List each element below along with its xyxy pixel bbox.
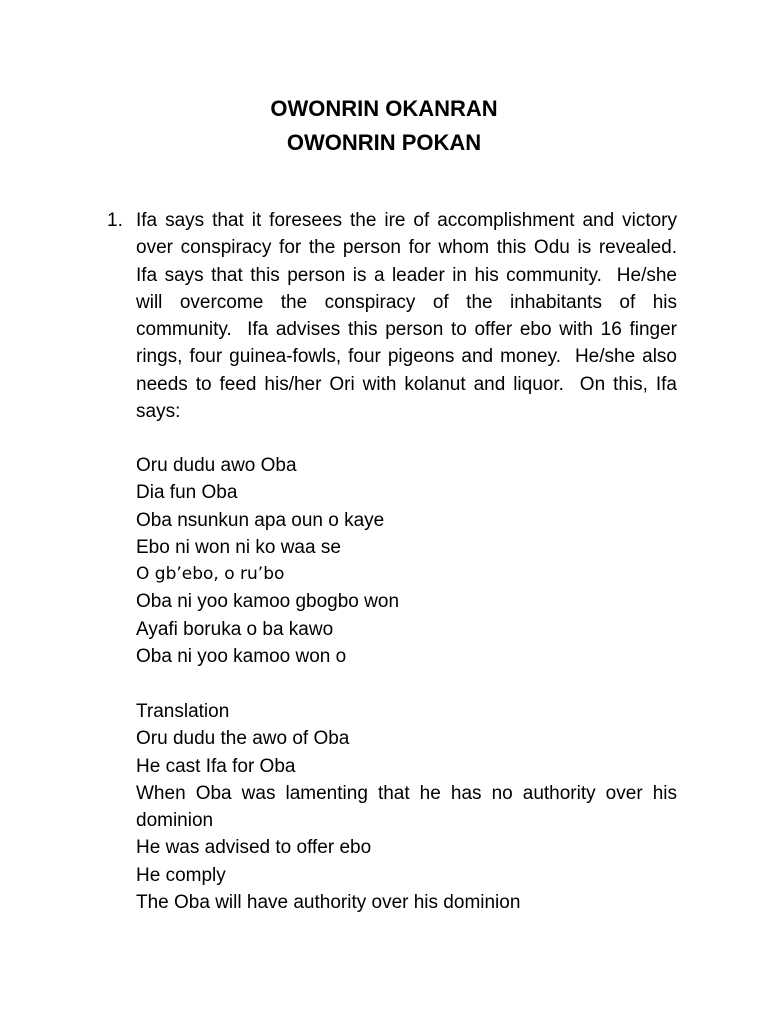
translation-line: The Oba will have authority over his dominion bbox=[136, 892, 521, 914]
list-item-number: 1. bbox=[107, 210, 123, 231]
verse-list bbox=[136, 452, 677, 670]
document-title: OWONRIN OKANRAN bbox=[270, 96, 498, 121]
verse-line: Ebo ni won ni ko waa se bbox=[136, 536, 341, 558]
translation-line: He was advised to offer ebo bbox=[136, 837, 372, 859]
verse-line: Oba nsunkun apa oun o kaye bbox=[136, 509, 385, 531]
translation-line: Oru dudu the awo of Oba bbox=[136, 728, 350, 750]
translation-heading: Translation bbox=[136, 701, 230, 722]
verse-line: O gb’ebo, o ru’bo bbox=[136, 564, 285, 585]
document-subtitle: OWONRIN POKAN bbox=[286, 130, 482, 155]
verse-line: Dia fun Oba bbox=[136, 482, 238, 504]
item-paragraph: Ifa says that it foresees the ire of accomplishment and victory over conspiracy for the person for whom this Odu is revealed. Ifa says that this person is a leader in his community. He/she will overcome the conspiracy of the inhabitants of his community. Ifa advises this person to offer ebo with 16 finger rings, four guinea-fowls, four pigeons and money. He/she also needs to feed his/her Ori with kolanut and liquor. On this, Ifa says: bbox=[136, 210, 688, 423]
verse-line: Oba ni yoo kamoo won o bbox=[136, 646, 347, 668]
translation-line: When Oba was lamenting that he has no authority over his dominion bbox=[136, 782, 677, 832]
verse-line: Ayafi boruka o ba kawo bbox=[136, 618, 334, 640]
translation-line: He cast Ifa for Oba bbox=[136, 755, 296, 777]
translation-section bbox=[136, 698, 677, 916]
translation-line: He comply bbox=[136, 864, 226, 886]
verse-line: Oba ni yoo kamoo gbogbo won bbox=[136, 591, 400, 613]
verse-line: Oru dudu awo Oba bbox=[136, 455, 297, 476]
translation-list bbox=[136, 725, 677, 916]
